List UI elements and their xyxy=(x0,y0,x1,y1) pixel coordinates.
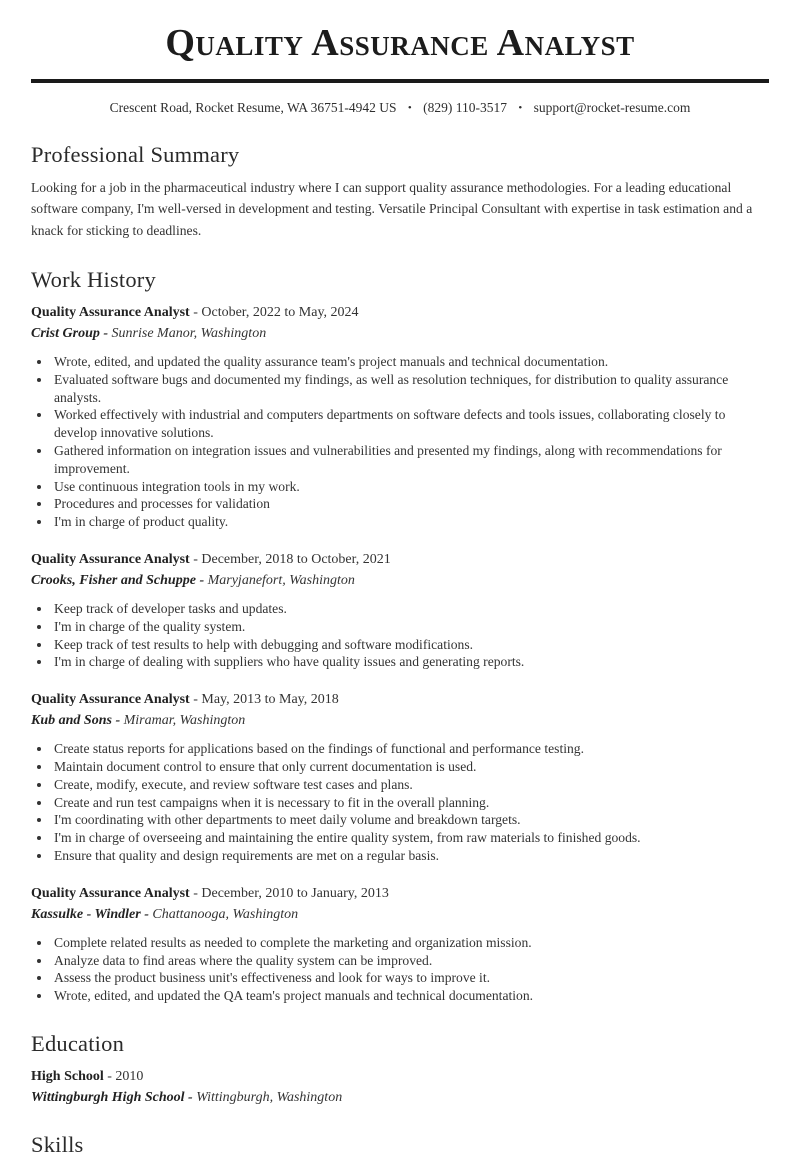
contact-phone: (829) 110-3517 xyxy=(423,99,508,115)
job-title-line xyxy=(31,305,769,321)
job-dates: December, 2010 to January, 2013 xyxy=(201,885,389,901)
contact-line xyxy=(31,100,769,116)
dash-separator: - xyxy=(193,692,198,708)
job-duty-item: • Analyze data to find areas where the quality system can be improved. xyxy=(52,952,769,970)
job-duty-item: • Use continuous integration tools in my work. xyxy=(52,478,769,496)
education-school: Wittingburgh High School xyxy=(31,1090,185,1106)
section-heading-skills: Skills xyxy=(31,1132,84,1158)
dash-separator: - xyxy=(199,573,205,589)
section-heading-education: Education xyxy=(31,1031,125,1057)
education-school-line xyxy=(31,1090,769,1106)
job-title-line xyxy=(31,692,769,708)
job-duty-item: • Maintain document control to ensure that only current documentation is used. xyxy=(52,758,769,776)
job-duty-item: • Keep track of test results to help with debugging and software modifications. xyxy=(52,636,769,654)
job-entry xyxy=(31,692,769,865)
education-entry xyxy=(31,1069,769,1106)
job-dates: May, 2013 to May, 2018 xyxy=(201,692,339,708)
job-duty-item: • I'm in charge of the quality system. xyxy=(52,618,769,636)
job-duty-item: • Keep track of developer tasks and updates. xyxy=(52,600,769,618)
job-company-line xyxy=(31,573,769,589)
dash-separator: - xyxy=(188,1090,193,1106)
dash-separator: - xyxy=(193,552,198,568)
dash-separator: - xyxy=(115,713,121,729)
job-duty-item: • Complete related results as needed to complete the marketing and organization mission. xyxy=(52,934,769,952)
job-duty-item: • Create, modify, execute, and review software test cases and plans. xyxy=(52,776,769,794)
header-divider xyxy=(31,79,769,83)
job-company-line xyxy=(31,326,769,342)
job-duty-item: • Ensure that quality and design requirements are met on a regular basis. xyxy=(52,847,769,865)
job-duty-item: • I'm in charge of dealing with suppliers who have quality issues and generating reports. xyxy=(52,653,769,671)
job-title: Quality Assurance Analyst xyxy=(31,552,190,568)
job-duties-list xyxy=(31,934,769,1005)
dash-separator: - xyxy=(107,1069,112,1085)
dash-separator: - xyxy=(144,906,149,922)
job-duty-item: • Create status reports for applications based on the findings of functional and performance testing. xyxy=(52,740,769,758)
education-degree: High School xyxy=(31,1069,104,1085)
education-year: 2010 xyxy=(115,1069,144,1085)
job-duty-item: • Wrote, edited, and updated the QA team's project manuals and technical documentation. xyxy=(52,987,769,1005)
job-company: Crooks, Fisher and Schuppe xyxy=(31,573,196,589)
job-title: Quality Assurance Analyst xyxy=(31,885,190,901)
job-dates: October, 2022 to May, 2024 xyxy=(201,305,359,321)
contact-email: support@rocket-resume.com xyxy=(533,99,691,115)
job-duty-item: • Worked effectively with industrial and computers departments on software defects and tools issues, collaborating closely to develop innovative solutions. xyxy=(52,406,769,442)
job-entry xyxy=(31,886,769,1005)
job-duty-item: • Gathered information on integration issues and vulnerabilities and presented my findings, along with recommendations for improvement. xyxy=(52,442,769,478)
job-location: Sunrise Manor, Washington xyxy=(111,326,267,342)
job-title-line xyxy=(31,886,769,902)
section-heading-professional-summary: Professional Summary xyxy=(31,141,240,167)
bullet-separator-icon: • xyxy=(518,101,523,114)
job-company: Crist Group xyxy=(31,326,100,342)
education-degree-line xyxy=(31,1069,769,1085)
job-title-line xyxy=(31,552,769,568)
job-duty-item: • I'm coordinating with other departments to meet daily volume and breakdown targets. xyxy=(52,811,769,829)
job-title: Quality Assurance Analyst xyxy=(31,692,190,708)
job-duty-item: • Create and run test campaigns when it is necessary to fit in the overall planning. xyxy=(52,794,769,812)
job-duty-item: • Procedures and processes for validation xyxy=(52,495,769,513)
job-duty-item: • Assess the product business unit's effectiveness and look for ways to improve it. xyxy=(52,969,769,987)
job-duties-list xyxy=(31,600,769,671)
job-duty-item: • I'm in charge of overseeing and maintaining the entire quality system, from raw materials to finished goods. xyxy=(52,829,769,847)
job-location: Chattanooga, Washington xyxy=(152,906,299,922)
contact-address: Crescent Road, Rocket Resume, WA 36751-4942 US xyxy=(109,99,397,115)
job-entry xyxy=(31,305,769,531)
job-title: Quality Assurance Analyst xyxy=(31,305,190,321)
job-company-line xyxy=(31,713,769,729)
job-duties-list xyxy=(31,740,769,865)
job-company: Kub and Sons xyxy=(31,713,112,729)
job-dates: December, 2018 to October, 2021 xyxy=(201,552,391,568)
job-duty-item: • Wrote, edited, and updated the quality assurance team's project manuals and technical documentation. xyxy=(52,353,769,371)
education-location: Wittingburgh, Washington xyxy=(196,1090,343,1106)
job-location: Miramar, Washington xyxy=(123,713,246,729)
job-company: Kassulke - Windler xyxy=(31,906,141,922)
dash-separator: - xyxy=(193,885,198,901)
job-duties-list xyxy=(31,353,769,531)
dash-separator: - xyxy=(193,305,198,321)
job-company-line xyxy=(31,907,769,923)
professional-summary-text: Looking for a job in the pharmaceutical industry where I can support quality assurance methodologies. For a leading educational software company, I'm well-versed in development and testing. Versatile Principal Consultant with expertise in task estimation and a knack for sticking to deadlines. xyxy=(31,179,753,238)
resume-title: Quality Assurance Analyst xyxy=(165,22,635,64)
job-duty-item: • I'm in charge of product quality. xyxy=(52,513,769,531)
dash-separator: - xyxy=(103,326,109,342)
section-heading-work-history: Work History xyxy=(31,267,156,293)
bullet-separator-icon: • xyxy=(407,101,412,114)
job-entry xyxy=(31,552,769,671)
job-duty-item: • Evaluated software bugs and documented my findings, as well as resolution techniques, for distribution to quality assurance analysts. xyxy=(52,371,769,407)
job-location: Maryjanefort, Washington xyxy=(207,573,355,589)
